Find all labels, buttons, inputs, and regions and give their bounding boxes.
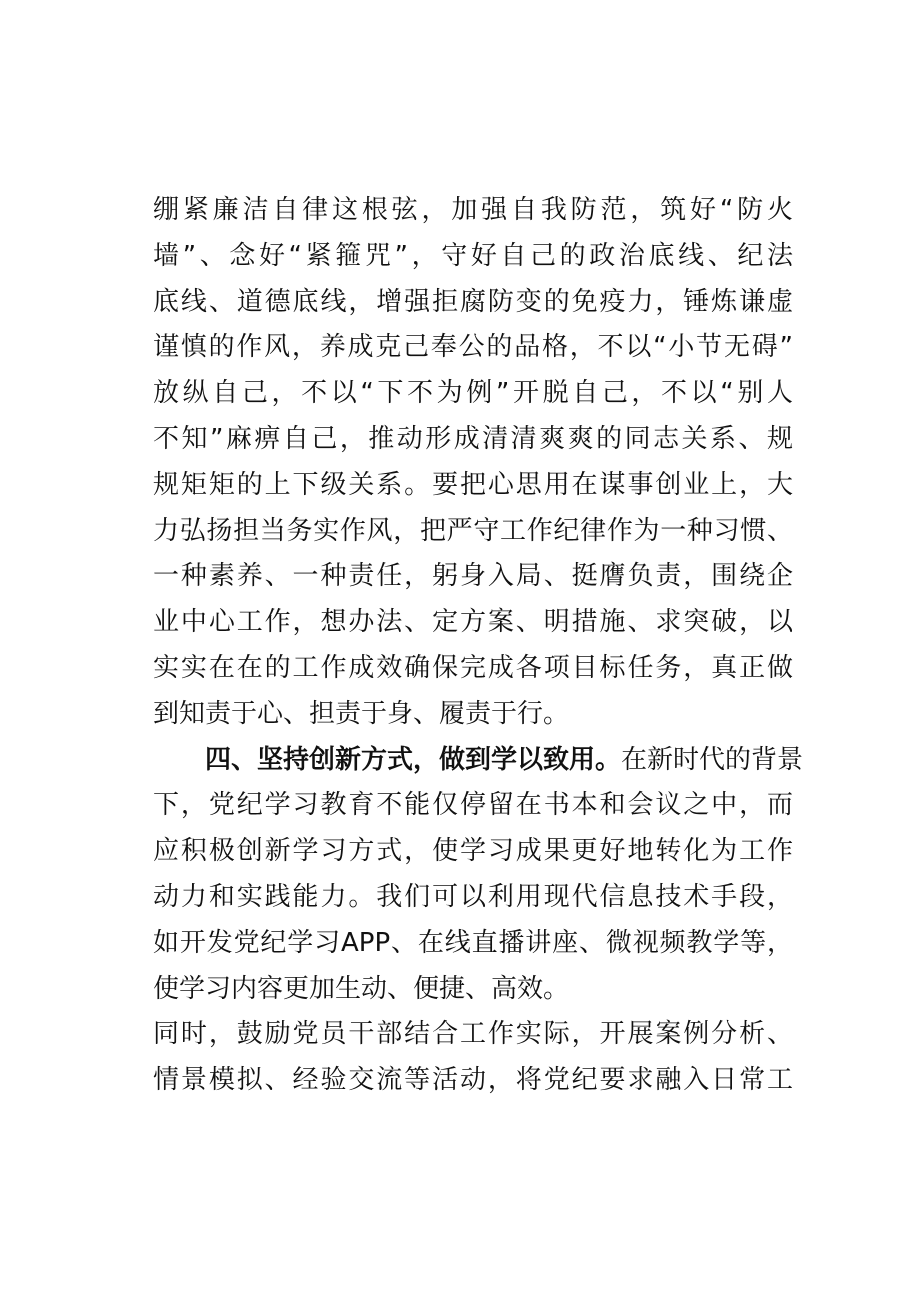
text-line: 规矩矩的上下级关系。要把心思用在谋事创业上，大 [153,469,793,500]
document-body [153,188,804,1104]
text-line: 使学习内容更加生动、便捷、高效。 [153,973,570,1004]
text-line: 实实在在的工作成效确保完成各项目标任务，真正做 [153,652,793,683]
text-line: 到知责于心、担责于身、履责于行。 [153,698,570,729]
text-line: 谨慎的作风，养成克己奉公的品格，不以“小节无碍” [153,332,793,363]
text-line: 放纵自己，不以“下不为例”开脱自己，不以“别人 [153,378,793,409]
text-line: 不知”麻痹自己，推动形成清清爽爽的同志关系、规 [153,423,793,454]
text-line: 一种素养、一种责任，躬身入局、挺膺负责，围绕企 [153,561,793,592]
text-line: 底线、道德底线，增强拒腐防变的免疫力，锤炼谦虚 [153,286,793,317]
text-line: 绷紧廉洁自律这根弦，加强自我防范，筑好“防火 [153,195,793,225]
text-line: 同时，鼓励党员干部结合工作实际，开展案例分析、 [153,1019,793,1050]
section-4-first-line-text: 在新时代的背景 [621,744,804,775]
text-line: 业中心工作，想办法、定方案、明措施、求突破，以 [153,607,793,638]
text-line: 应积极创新学习方式，使学习成果更好地转化为工作 [153,836,793,867]
text-line: 下，党纪学习教育不能仅停留在书本和会议之中，而 [153,790,793,821]
text-line: 情景模拟、经验交流等活动，将党纪要求融入日常工 [153,1065,793,1096]
text-line: 力弘扬担当务实作风，把严守工作纪律作为一种习惯、 [153,515,793,546]
section-4-first-line [153,738,804,784]
text-line: 如开发党纪学习APP、在线直播讲座、微视频教学等， [153,927,793,958]
text-line: 动力和实践能力。我们可以利用现代信息技术手段， [153,881,793,912]
section-4-heading: 四、坚持创新方式，做到学以致用。 [205,744,622,775]
text-line: 墙”、念好“紧箍咒”，守好自己的政治底线、纪法 [153,240,793,271]
